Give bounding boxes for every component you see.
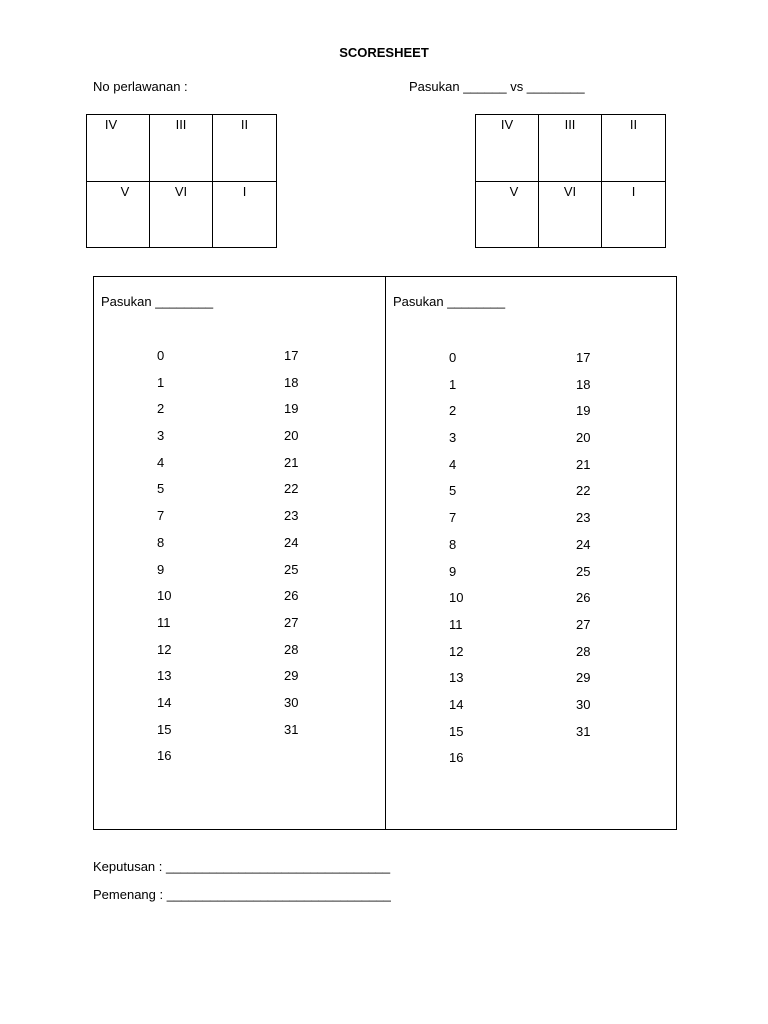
- score-number: 26: [576, 590, 591, 606]
- rotation-label: III: [564, 117, 576, 132]
- rotation-cell: [476, 115, 539, 182]
- score-number: 12: [449, 643, 464, 659]
- score-number: 1: [449, 376, 457, 392]
- rotation-label: II: [240, 117, 249, 132]
- rotation-cell: [87, 182, 150, 247]
- rotation-cell: [602, 115, 665, 182]
- score-column-2: [284, 347, 298, 747]
- rotation-grid-left: [86, 114, 277, 248]
- score-number: 10: [157, 588, 172, 604]
- score-number: 27: [576, 616, 591, 632]
- score-number: 31: [576, 723, 591, 739]
- score-number: 9: [157, 561, 165, 577]
- score-number: 29: [284, 668, 299, 684]
- rotation-label: II: [629, 117, 638, 132]
- score-number: 23: [576, 510, 591, 526]
- score-number: 1: [157, 374, 165, 390]
- score-number: 25: [576, 563, 591, 579]
- score-number: 16: [157, 748, 172, 764]
- score-column-1: [157, 347, 171, 774]
- score-number: 29: [576, 670, 591, 686]
- score-number: 4: [157, 454, 165, 470]
- score-number: 8: [157, 534, 165, 550]
- score-number: 30: [284, 694, 299, 710]
- score-number: 17: [576, 350, 591, 365]
- score-number: 3: [157, 428, 165, 444]
- rotation-cell: [150, 182, 213, 247]
- rotation-label: VI: [174, 184, 188, 199]
- score-number: 3: [449, 430, 457, 446]
- rotation-label: III: [175, 117, 187, 132]
- score-number: 10: [449, 590, 464, 606]
- score-number: 14: [449, 696, 464, 712]
- score-panel-left: [94, 277, 385, 829]
- score-number: 9: [449, 563, 457, 579]
- score-number: 15: [449, 723, 464, 739]
- score-number: 11: [449, 616, 463, 632]
- score-number: 2: [157, 401, 165, 417]
- rotation-label: V: [509, 184, 519, 199]
- score-number: 0: [157, 348, 165, 363]
- score-number: 31: [284, 721, 299, 737]
- score-number: 14: [157, 694, 172, 710]
- score-number: 16: [449, 750, 464, 766]
- rotation-label: VI: [563, 184, 577, 199]
- panel-team-heading: Pasukan ________: [101, 294, 214, 309]
- rotation-label: IV: [104, 117, 118, 132]
- rotation-cell: [150, 115, 213, 182]
- score-number: 30: [576, 696, 591, 712]
- score-number: 4: [449, 456, 457, 472]
- score-number: 23: [284, 508, 299, 524]
- rotation-cell: [213, 115, 276, 182]
- score-number: 22: [284, 481, 299, 497]
- rotation-label: IV: [500, 117, 514, 132]
- rotation-label: V: [120, 184, 130, 199]
- rotation-cell: [87, 115, 150, 182]
- score-number: 28: [284, 641, 299, 657]
- score-number: 20: [576, 430, 591, 446]
- score-column-1: [449, 349, 463, 776]
- score-number: 15: [157, 721, 172, 737]
- winner-line: Pemenang : _______________________________: [93, 887, 391, 902]
- score-number: 20: [284, 428, 299, 444]
- score-number: 22: [576, 483, 591, 499]
- score-number: 24: [284, 534, 299, 550]
- score-number: 13: [449, 670, 464, 686]
- score-number: 21: [576, 456, 591, 472]
- score-number: 5: [157, 481, 165, 497]
- score-number: 19: [284, 401, 299, 417]
- score-number: 17: [284, 348, 299, 363]
- rotation-cell: [539, 115, 602, 182]
- decision-line: Keputusan : _______________________________: [93, 859, 391, 874]
- score-number: 0: [449, 350, 457, 365]
- score-number: 28: [576, 643, 591, 659]
- score-number: 21: [284, 454, 299, 470]
- score-number: 24: [576, 536, 591, 552]
- rotation-label: I: [242, 184, 247, 199]
- match-number-label: No perlawanan :: [93, 79, 188, 94]
- score-number: 26: [284, 588, 299, 604]
- score-number: 2: [449, 403, 457, 419]
- score-number: 12: [157, 641, 172, 657]
- rotation-grid-right: [475, 114, 666, 248]
- score-number: 18: [284, 374, 299, 390]
- score-number: 11: [157, 614, 171, 630]
- page-title: SCORESHEET: [339, 45, 429, 60]
- score-panel-right: [386, 277, 677, 829]
- score-number: 8: [449, 536, 457, 552]
- panel-team-heading: Pasukan ________: [393, 294, 506, 309]
- rotation-cell: [602, 182, 665, 247]
- score-number: 25: [284, 561, 299, 577]
- rotation-cell: [213, 182, 276, 247]
- score-number: 27: [284, 614, 299, 630]
- rotation-cell: [476, 182, 539, 247]
- score-number: 7: [449, 510, 457, 526]
- score-table: [93, 276, 677, 830]
- score-number: 7: [157, 508, 165, 524]
- score-column-2: [576, 349, 590, 749]
- score-number: 19: [576, 403, 591, 419]
- rotation-cell: [539, 182, 602, 247]
- teams-label: Pasukan ______ vs ________: [409, 79, 585, 94]
- score-number: 13: [157, 668, 172, 684]
- score-number: 5: [449, 483, 457, 499]
- score-number: 18: [576, 376, 591, 392]
- rotation-label: I: [631, 184, 636, 199]
